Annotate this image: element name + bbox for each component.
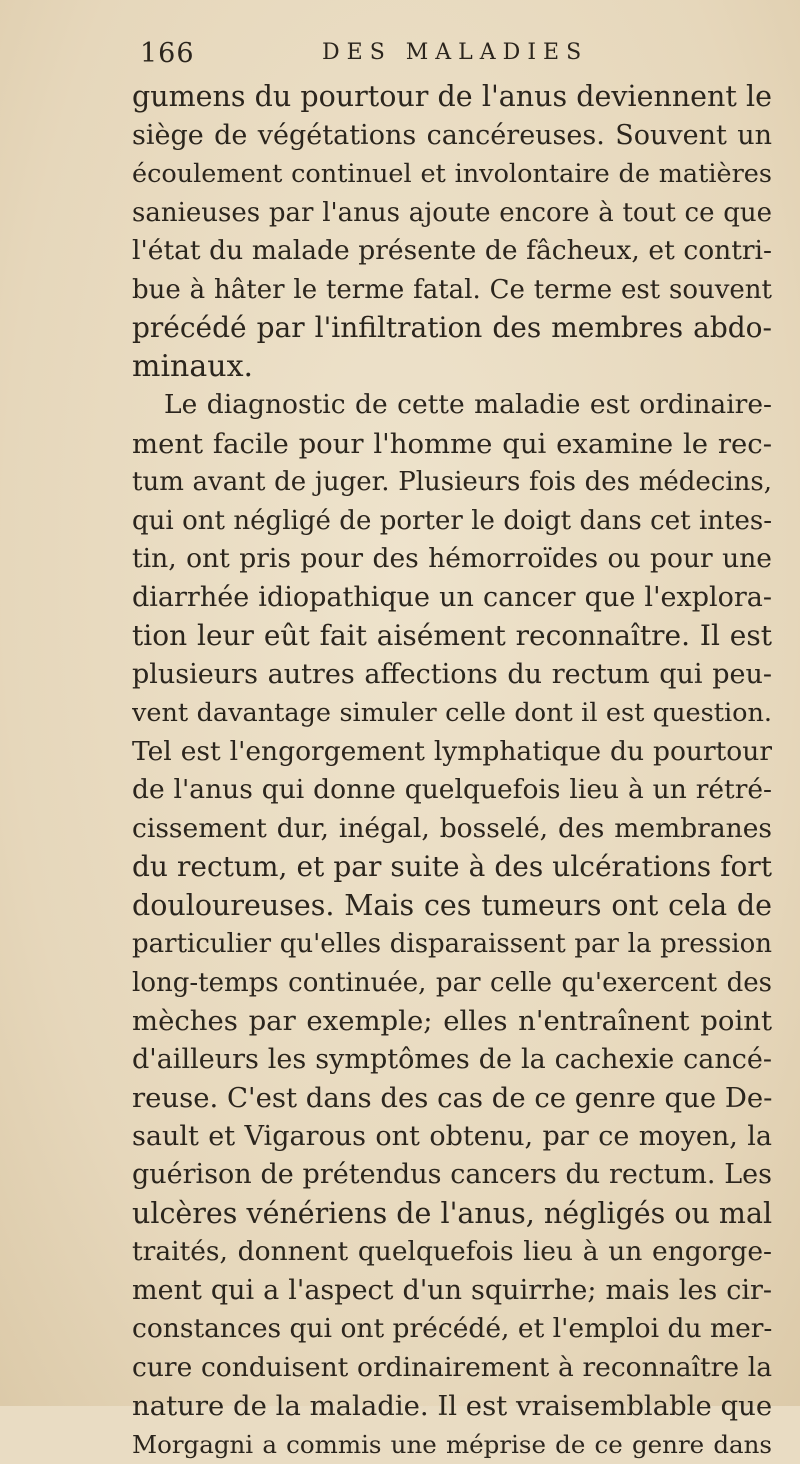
body-text [132,78,772,1464]
text-line: de l'anus qui donne quelquefois lieu à un rétré- [132,771,772,810]
text-line: douloureuses. Mais ces tumeurs ont cela de [132,887,772,926]
text-line: gumens du pourtour de l'anus deviennent le [132,78,772,117]
text-line: minaux. [132,348,772,387]
text-line: long-temps continuée, par celle qu'exercent des [132,964,772,1003]
text-line: bue à hâter le terme fatal. Ce terme est souvent [132,271,772,310]
text-line: d'ailleurs les symptômes de la cachexie cancé- [132,1041,772,1080]
text-line: reuse. C'est dans des cas de ce genre que De- [132,1079,772,1118]
text-line: particulier qu'elles disparaissent par la pression [132,925,772,964]
text-line: Tel est l'engorgement lymphatique du pourtour [132,733,772,772]
text-line: sanieuses par l'anus ajoute encore à tout ce que [132,194,772,233]
text-line: plusieurs autres affections du rectum qui peu- [132,656,772,695]
text-line: ment qui a l'aspect d'un squirrhe; mais les cir- [132,1272,772,1311]
text-line: écoulement continuel et involontaire de matières [132,155,772,194]
text-line: tion leur eût fait aisément reconnaître. Il est [132,617,772,656]
text-line: nature de la maladie. Il est vraisemblable que [132,1387,772,1426]
text-line: Le diagnostic de cette maladie est ordinaire- [132,386,772,425]
text-line: tum avant de juger. Plusieurs fois des médecins, [132,463,772,502]
text-line: précédé par l'infiltration des membres abdo- [132,309,772,348]
text-line: vent davantage simuler celle dont il est question. [132,694,772,733]
text-line: mèches par exemple; elles n'entraînent point [132,1002,772,1041]
text-line: traités, donnent quelquefois lieu à un engorge- [132,1233,772,1272]
text-line: diarrhée idiopathique un cancer que l'explora- [132,579,772,618]
text-line: constances qui ont précédé, et l'emploi du mer- [132,1310,772,1349]
text-line: siège de végétations cancéreuses. Souvent un [132,117,772,156]
text-line: cure conduisent ordinairement à reconnaître la [132,1349,772,1388]
text-line: cissement dur, inégal, bosselé, des membranes [132,810,772,849]
page-number: 166 [140,38,195,69]
text-line: qui ont négligé de porter le doigt dans cet intes- [132,502,772,541]
text-line: Morgagni a commis une méprise de ce genre dans [132,1426,772,1464]
text-line: tin, ont pris pour des hémorroïdes ou pour une [132,540,772,579]
text-line: l'état du malade présente de fâcheux, et contri- [132,232,772,271]
running-head: DES MALADIES [322,40,588,65]
text-line: guérison de prétendus cancers du rectum. Les [132,1156,772,1195]
text-line: sault et Vigarous ont obtenu, par ce moyen, la [132,1118,772,1157]
text-line: du rectum, et par suite à des ulcérations fort [132,848,772,887]
page-header [0,38,800,78]
text-line: ulcères vénériens de l'anus, négligés ou mal [132,1195,772,1234]
text-line: ment facile pour l'homme qui examine le rec- [132,425,772,464]
